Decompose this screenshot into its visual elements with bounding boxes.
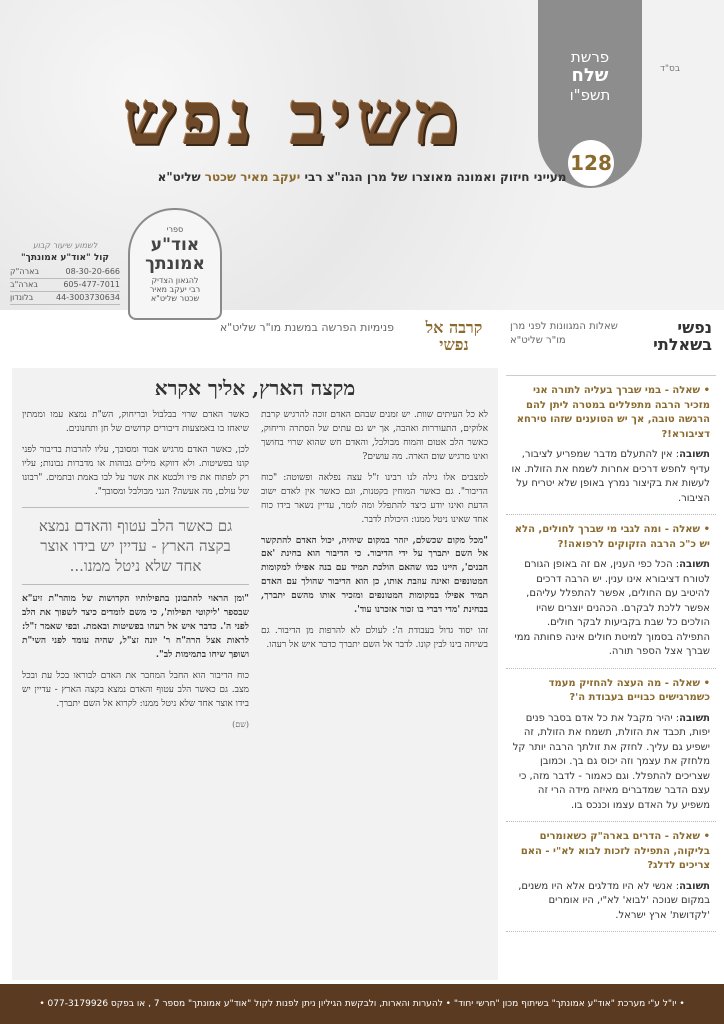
subtitle-prefix: מעייני חיזוק ואמונה מאוצרו של מרן הגה"צ רבי: [304, 170, 567, 184]
paragraph: כוח הדיבור הוא החבל המחבר את האדם לבוראו בכל עת ובכל מצב. גם כאשר הלב עטוף והאדם נמצא בקצה הארץ - עדיין יש בידו אוצר אחד שלא ניטל ממנו: לקרוא אל השם יתברך.: [22, 671, 249, 709]
phone-place: בארה"ב: [10, 279, 39, 289]
article-body: [12, 368, 498, 980]
question-prefix: שאלה -: [664, 831, 701, 842]
section-title: קרבה אל נפשי: [425, 318, 483, 354]
seal-line-1: ספרי: [166, 225, 184, 235]
paragraph: לכן, כאשר האדם מרגיש אבוד ומסובך, עליו להרבות בדיבור לפני קונו בפשיטות. ולא דווקא מילים גבוהות או מדברות נבונות; עליו רק לפתוח את פיו ולבטא את אשר על לבו באמת ובתמים. "רבונו של עולם, מה אעשה? הנני מבולבל ומסובך".: [22, 444, 249, 497]
section-header: [12, 320, 498, 368]
question-prefix: שאלה -: [664, 677, 701, 689]
article-column-left: [22, 409, 249, 969]
paragraph: "מכל מקום שכשלם, יזהר במקום שיהיה, יכול האדם להתקשר אל השם יתברך על ידי הדיבור. כי הדיבור הוא בחינת 'אם הבנים', היינו כמו שהאם הולכת תמיד עם בנה אפילו למקומות המטונפים ואינה עוזבת אותו, כן הוא הדיבור שהולך עם האדם תמיד אפילו במקומות המטונפים ומזכיר אותו מהשם יתברך, בבחינת 'מדי דברי בו זכור אזכרנו עוד'.: [261, 535, 488, 616]
question-text: מה העצה להחזיק מעמד כשמרגישים כבויים בעבודת ה'?: [548, 677, 710, 703]
qa-item: [506, 822, 716, 932]
pull-quote: גם כאשר הלב עטוף והאדם נמצא בקצה הארץ - עדיין יש בידו אוצר אחד שלא ניטל ממנו...: [22, 507, 249, 586]
qa-item: [506, 669, 716, 823]
question-text: במי שברך בעליה לתורה אני מזכיר הרבה מתפללים במטרה ליתן להם הרגשה טובה, אך יש הטוענים שזהו טירחא דציבורא!?: [516, 385, 710, 440]
question-text: ומה לגבי מי שברך לחולים, הלא יש כ"כ הרבה הזקוקים לרפואה!?: [514, 524, 710, 550]
qa-sidebar: [506, 320, 716, 980]
question: • שאלה - ומה לגבי מי שברך לחולים, הלא יש כ"כ הרבה הזקוקים לרפואה!?: [514, 524, 710, 550]
answer: תשובה: אנשי לא היו מדלגים אלא היו משנים, במקום שנוכה 'לבוא' לא"י, היו אומרים 'לקדושת' ארץ ישראל.: [518, 880, 710, 921]
answer-text: הכל כפי הענין, אם זה באופן הגורם לטורח דציבורא אינו ענין. יש הרבה דרכים להיטיב עם החולים, אפשר להתפלל עליהם, אפשר ללכת לבקרם. הכהנים יוצרים שהיו הולכים כל שבת בקביעות לבקר חולים. התפילה בסמוך למיטת חולים אינה פחותה ממי שברך אצל הספר תורה.: [514, 559, 710, 657]
parsha-year: תשפ"ו: [569, 85, 611, 104]
answer-text: יהיר מקבל את כל אדם בסבר פנים יפות, תכבד את הזולת, תשמח את הזולת, זה ישפיע גם עליך. לחזק את זולתך הרבה יותר קל מלחזק את עצמך וזה יכוס גם בך. וכמובן שצריכים להתפלל. וגם כאמור - לדבר מזה, כי עצם הדבר שמדברים מאיזה מידה הרי זה משפיע על האדם עצמו וכנכס בו.: [512, 712, 710, 811]
question-text: הדרים בארה"ק כשאומרים בליקוה, התפילה לזכות לבוא לא"י - האם צריכים לדלג?: [520, 831, 710, 871]
contact-title: קול "אוד"ע אמונתך": [20, 253, 109, 263]
masthead-logo: משיב נפש: [123, 76, 465, 162]
seal-line-2: להגאון הצדיק: [151, 275, 199, 285]
phone-row: [10, 279, 120, 292]
issue-number-badge: 128: [568, 140, 614, 186]
answer-prefix: תשובה: [679, 559, 710, 570]
answer: תשובה: יהיר מקבל את כל אדם בסבר פנים יפות, תכבד את הזולת, תשמח את הזולת, זה ישפיע גם עליך. לחזק את זולתך הרבה יותר קל מלחזק את עצמך וזה יכוס גם בך. וכמובן שצריכים להתפלל. וגם כאמור - לדבר מזה, כי עצם הדבר שמדברים מאיזה מידה הרי זה משפיע על האדם עצמו וכנכס בו.: [512, 712, 710, 811]
main-article-section: [12, 320, 498, 980]
footer-bar: • יו"ל ע"י מערכת "אוד"ע אמונתך" בשיתוף מכון "חרשי יחוד" • להערות והארות, ולבקשת הגיליון ניתן לפנות לקול "אוד"ע אמונתך" מספר 7 , או בפקס 077-3179926 •: [0, 984, 724, 1024]
answer-prefix: תשובה: [679, 712, 710, 724]
question-prefix: שאלה -: [664, 385, 701, 396]
contact-caption: לשמוע שיעור קבוע: [32, 241, 98, 250]
source-citation: (שם): [232, 719, 249, 729]
paragraph: זהו יסוד גדול בעבודת ה': לעולם לא להרפות מן הדיבור. גם בשיחה בינו לבין קונו. לדבר אל השם יתברך כדבר איש אל רעהו.: [261, 626, 488, 651]
phone-number: 44-3003730634: [56, 292, 120, 302]
bsd-mark: בס"ד: [660, 64, 681, 74]
phone-number: 605-477-7011: [63, 279, 120, 289]
answer: תשובה: הכל כפי הענין, אם זה באופן הגורם לטורח דציבורא אינו ענין. יש הרבה דרכים להיטיב עם החולים, אפשר להתפלל עליהם, אפשר ללכת לבקרם. הכהנים יוצרים שהיו הולכים כל שבת בקביעות לבקר חולים. התפילה בסמוך למיטת חולים אינה פחותה ממי שברך אצל הספר תורה.: [514, 559, 710, 657]
paragraph: "ומן הראוי להתבונן בתפילותיו הקדושות של מוהר"ת זיע"א שבספר 'ליקוטי תפילות', כי משם לומדים כיצד לשפוך את הלב לפני ה'. כדבר איש אל רעהו בפשיטות ובאמת. ובפי שאמר ז"ל: לראות אצל הרה"ח ר' יונה זצ"ל, שהיה עומד לפני השי"ת ושופך שיחו בתמימות לב".: [22, 594, 249, 661]
article-column-right: [261, 409, 488, 969]
subtitle-suffix: שליט"א: [157, 170, 201, 184]
question-prefix: שאלה -: [664, 524, 701, 535]
book-seal: [128, 208, 222, 320]
article-title: מקצה הארץ, אליך אקרא: [154, 376, 356, 400]
parsha-label: פרשת: [570, 48, 610, 66]
sidebar-subtitle: שאלות המגוונות לפני מרן מו"ר שליט"א: [510, 321, 618, 346]
answer-text: אין להתעלם מדבר שמפריע לציבור, עדיף לחפש דרכים אחרות לשמח את הזולת. או לעשות את בקיצור נמרץ באופן שלא יטריח על הציבור.: [511, 449, 710, 504]
parsha-name: שלח: [571, 65, 609, 86]
sidebar-header: [506, 320, 716, 376]
question: • שאלה - הדרים בארה"ק כשאומרים בליקוה, התפילה לזכות לבוא לא"י - האם צריכים לדלג?: [520, 831, 710, 871]
phone-row: [10, 292, 120, 305]
section-subtitle: פנימיות הפרשה במשנת מו"ר שליט"א: [219, 321, 394, 334]
answer-prefix: תשובה: [679, 880, 710, 892]
phone-row: [10, 266, 120, 279]
phone-place: בארה"ק: [10, 266, 40, 276]
subtitle-name: יעקב מאיר שכטר: [204, 170, 301, 184]
masthead-subtitle: [62, 170, 662, 190]
seal-line-3: רבי יעקב מאיר: [149, 284, 201, 294]
phone-number: 08-30-20-666: [65, 266, 120, 276]
phone-place: בלונדון: [10, 292, 34, 302]
seal-line-4: שכטר שליט"א: [150, 293, 200, 303]
paragraph: כאשר האדם שרוי בבלבול ובריחוק, הש"ת נמצא עמו וממתין שיאחז בו באמצעות דיבורים קדושים של חן ותחנונים.: [22, 410, 249, 434]
question: • שאלה - במי שברך בעליה לתורה אני מזכיר הרבה מתפללים במטרה ליתן להם הרגשה טובה, אך יש הטוענים שזהו טירחא דציבורא!?: [516, 385, 710, 440]
answer-prefix: תשובה: [679, 449, 710, 460]
answer-text: אנשי לא היו מדלגים אלא היו משנים, במקום שנוכה 'לבוא' לא"י, היו אומרים 'לקדושת' ארץ ישראל.: [518, 880, 710, 921]
contact-box: [10, 240, 120, 305]
seal-title: אוד"ע אמונתך: [145, 235, 205, 274]
question: • שאלה - מה העצה להחזיק מעמד כשמרגישים כבויים בעבודת ה'?: [548, 677, 710, 703]
qa-item: [506, 515, 716, 669]
paragraph: לא כל העיתים שוות. יש זמנים שבהם האדם זוכה להרגיש קרבת אלוקים, התעוררות ואהבה, אך יש גם עתים של הסתרה וריחוק, כאשר הלב אטום והמוח מבולבל, והאדם חש שהוא שרוי בחושך ואינו מרגיש שום הארה. מה עושים?: [261, 410, 488, 462]
qa-item: [506, 376, 716, 515]
paragraph: למצבים אלו גילה לנו רבינו ז"ל עצה נפלאה ופשוטה: "כוח הדיבור". גם כאשר המוחין בקטנות, וגם כאשר אין לאדם ישוב הדעת ואינו יודע כיצד להתפלל ומה לומר, עדיין נשאר בידו כוח אחד שאינו ניטל ממנו: היכולת לדבר.: [261, 472, 488, 525]
answer: תשובה: אין להתעלם מדבר שמפריע לציבור, עדיף לחפש דרכים אחרות לשמח את הזולת. או לעשות את בקיצור נמרץ באופן שלא יטריח על הציבור.: [511, 449, 710, 504]
article-columns: [22, 409, 488, 969]
sidebar-title: נפשי בשאלתי: [653, 318, 712, 354]
